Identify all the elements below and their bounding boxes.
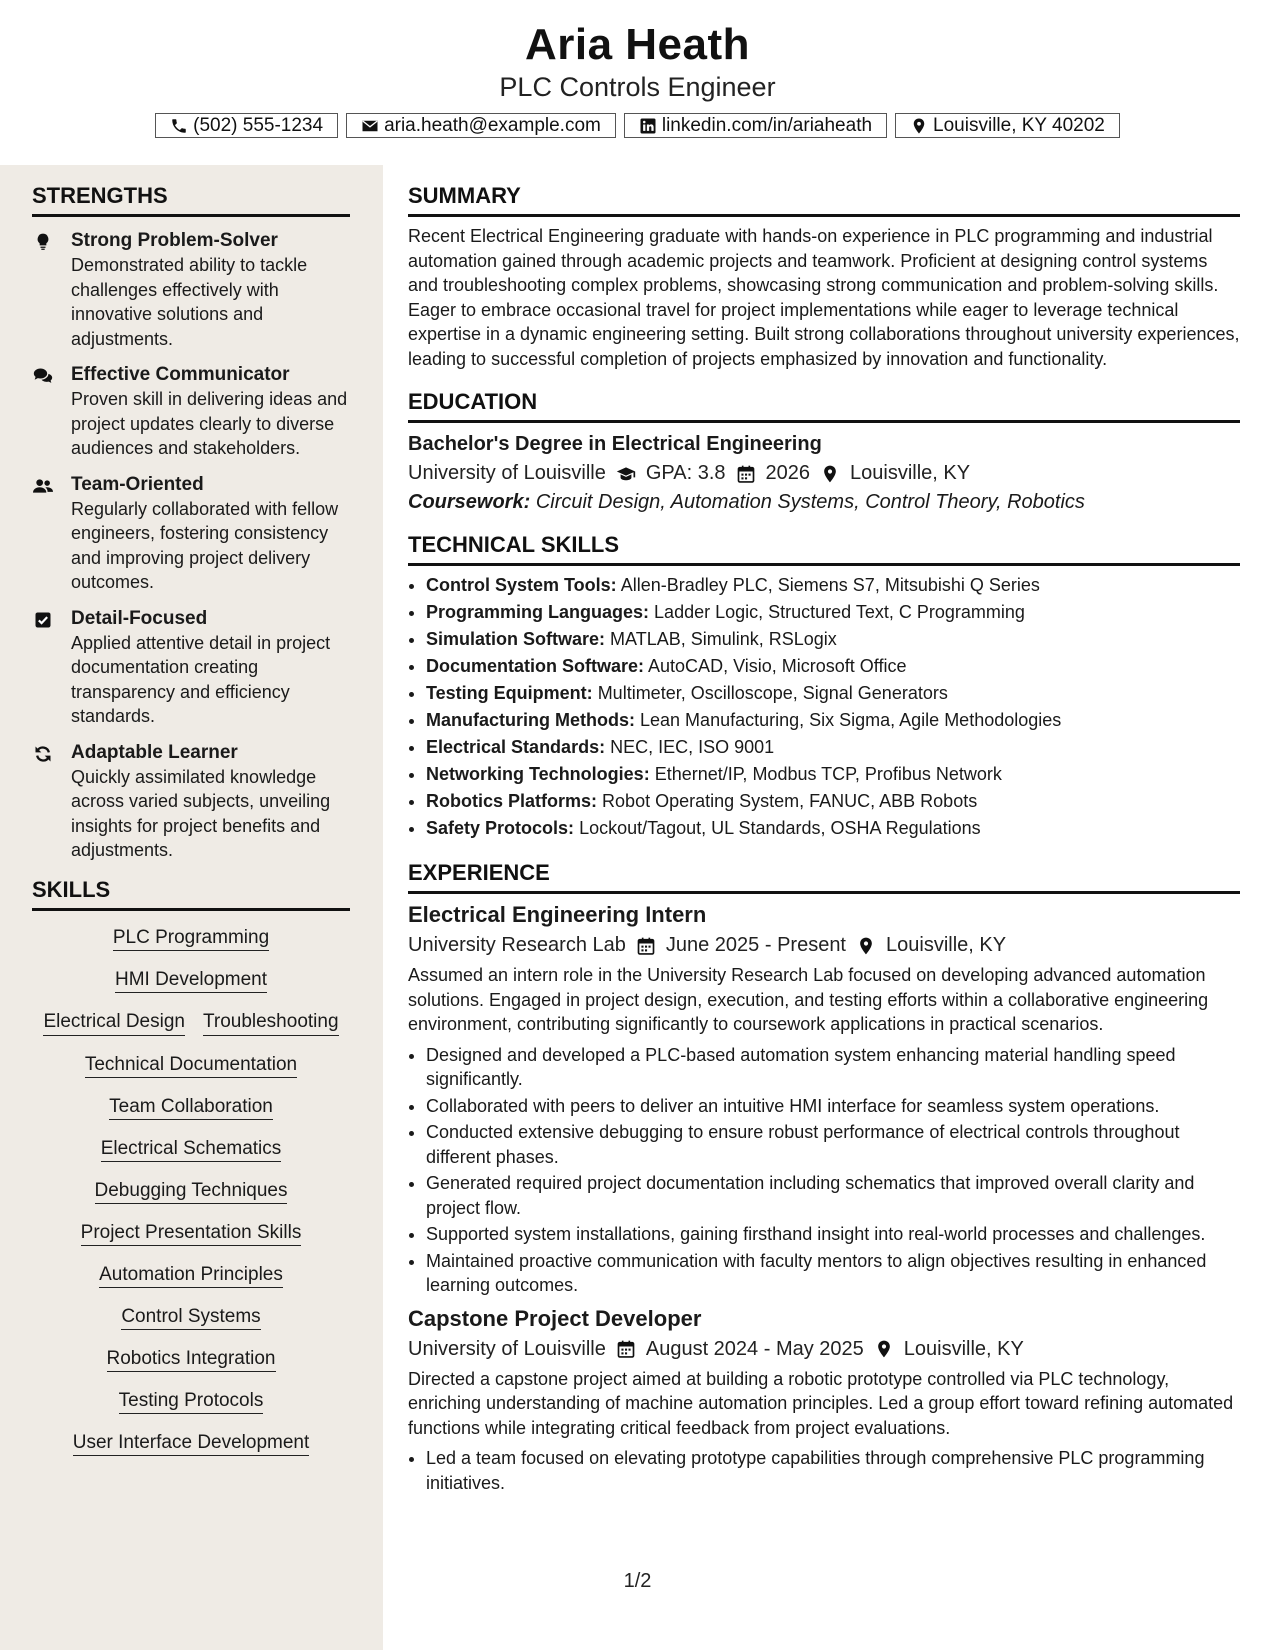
skill-tag: User Interface Development [73, 1432, 310, 1456]
contact-text: (502) 555-1234 [193, 114, 324, 136]
skill-row [32, 1424, 350, 1456]
job-dates: August 2024 - May 2025 [645, 1337, 864, 1360]
skill-value: Robot Operating System, FANUC, ABB Robots [602, 791, 978, 811]
phone-icon [170, 117, 188, 135]
list-item [426, 761, 1240, 788]
list-item [426, 680, 1240, 707]
map-pin-icon [856, 936, 876, 956]
skill-row [32, 919, 350, 951]
linkedin-icon [639, 117, 657, 135]
list-item [426, 653, 1240, 680]
skill-value: Multimeter, Oscilloscope, Signal Generators [597, 683, 948, 703]
job-description: Directed a capstone project aimed at building a robotic prototype controlled via PLC technology, enriching understanding of machine automation principles. Led a group effort toward refining automated functions while integrating critical feedback from project evaluations. [408, 1368, 1234, 1438]
strength-desc: Demonstrated ability to tackle challenges effectively with innovative solutions and adjustments. [71, 255, 308, 349]
experience-section [408, 860, 1240, 1495]
map-pin-icon [910, 117, 928, 135]
school-location: Louisville, KY [850, 462, 971, 484]
experience-heading: EXPERIENCE [408, 860, 1240, 894]
checkbox-icon [32, 610, 54, 630]
skill-tag: Automation Principles [99, 1264, 283, 1288]
strength-title: Adaptable Learner [71, 741, 238, 763]
summary-text: Recent Electrical Engineering graduate with hands-on experience in PLC programming and industrial automation gained through academic projects and teamwork. Proficient at designing control systems and troubleshooting complex problems, showcasing strong communication and problem-solving skills. Eager to embrace occasional travel for project implementations while eager to leverage technical expertise in a dynamic engineering setting. Built strong collaborations throughout university experiences, leading to successful completion of projects emphasized by innovation and functionality. [408, 226, 1240, 369]
technical-skills-section [408, 532, 1240, 842]
skills-heading: SKILLS [32, 877, 350, 911]
candidate-name: Aria Heath [524, 20, 751, 69]
list-item: • Conducted extensive debugging to ensure robust performance of electrical controls throughout different phases. [426, 1120, 1240, 1169]
skill-value: Lockout/Tagout, UL Standards, OSHA Regulations [579, 818, 981, 838]
skill-label: Simulation Software: [426, 629, 606, 649]
skill-label: Documentation Software: [426, 656, 645, 676]
list-item [426, 599, 1240, 626]
users-icon [32, 476, 54, 496]
contact-text: Louisville, KY 40202 [933, 114, 1105, 136]
grad-year: 2026 [765, 462, 811, 484]
strength-title: Team-Oriented [71, 473, 204, 495]
calendar-icon [616, 1339, 636, 1359]
list-item [426, 815, 1240, 842]
strength-title: Detail-Focused [71, 607, 208, 629]
contact-linkedin[interactable] [624, 113, 887, 138]
skill-row [32, 1088, 350, 1120]
skill-row [32, 961, 350, 993]
strength-item [32, 363, 350, 461]
education-heading: EDUCATION [408, 389, 1240, 423]
list-item [426, 734, 1240, 761]
list-item [426, 626, 1240, 653]
strength-title: Strong Problem-Solver [71, 230, 278, 251]
skill-value: AutoCAD, Visio, Microsoft Office [648, 656, 907, 676]
skill-tag: Technical Documentation [85, 1054, 297, 1078]
contact-text: aria.heath@example.com [384, 114, 601, 136]
list-item: • Designed and developed a PLC-based automation system enhancing material handling speed significantly. [426, 1043, 1240, 1092]
job-title: Capstone Project Developer [408, 1305, 702, 1331]
skill-row [32, 1382, 350, 1414]
skill-row [32, 1046, 350, 1078]
contact-bar [0, 113, 1275, 138]
skill-tag: HMI Development [115, 969, 267, 993]
job-location: Louisville, KY [886, 934, 1007, 956]
job-description: Assumed an intern role in the University Research Lab focused on developing advanced automation solutions. Engaged in project design, execution, and testing efforts within a collaborative engineering environment, contributing significantly to coursework applications in practical scenarios. [408, 965, 1209, 1034]
strengths-heading: STRENGTHS [32, 183, 350, 217]
skill-label: Control System Tools: [426, 575, 617, 595]
job-location: Louisville, KY [903, 1337, 1024, 1360]
job-bullets [408, 1446, 1240, 1495]
resume-header [0, 0, 1275, 165]
skill-value: MATLAB, Simulink, RSLogix [610, 629, 837, 649]
summary-heading: SUMMARY [408, 183, 1240, 217]
job-entry [408, 1306, 1240, 1496]
skill-label: Electrical Standards: [426, 737, 606, 757]
envelope-icon [361, 117, 379, 135]
job-title: Electrical Engineering Intern [408, 902, 707, 927]
job-org: University Research Lab [408, 934, 626, 956]
skill-label: Safety Protocols: [426, 818, 575, 838]
contact-email[interactable] [346, 113, 616, 138]
skill-tag: Debugging Techniques [95, 1180, 288, 1204]
strength-desc: Applied attentive detail in project documentation creating transparency and efficiency standards. [71, 632, 331, 726]
comments-icon [32, 366, 54, 386]
skill-value: Ladder Logic, Structured Text, C Programming [654, 602, 1025, 622]
job-meta [408, 1338, 1240, 1361]
refresh-icon [32, 744, 54, 764]
skill-tag: Robotics Integration [107, 1348, 276, 1372]
skill-label: Networking Technologies: [426, 764, 650, 784]
skill-row [32, 1298, 350, 1330]
skill-label: Manufacturing Methods: [426, 710, 635, 730]
list-item: • Supported system installations, gaining firsthand insight into real-world processes and challenges. [426, 1222, 1240, 1247]
job-role: PLC Controls Engineer [499, 72, 776, 102]
sidebar [0, 165, 383, 1650]
list-item: • Led a team focused on elevating prototype capabilities through comprehensive PLC programming initiatives. [426, 1446, 1240, 1495]
skill-row [32, 1214, 350, 1246]
strength-desc: Proven skill in delivering ideas and project updates clearly to diverse audiences and stakeholders. [71, 389, 348, 458]
coursework-label: Coursework: [408, 491, 531, 513]
skill-tag: Control Systems [121, 1306, 260, 1330]
summary-section [408, 183, 1240, 371]
skill-tag: Project Presentation Skills [81, 1222, 302, 1246]
skill-row [32, 1256, 350, 1288]
job-org: University of Louisville [408, 1337, 606, 1360]
skill-tag: Testing Protocols [119, 1390, 264, 1414]
strength-desc: Regularly collaborated with fellow engineers, fostering consistency and improving project delivery outcomes. [71, 498, 339, 592]
skill-label: Testing Equipment: [426, 683, 593, 703]
degree-title: Bachelor's Degree in Electrical Engineering [408, 433, 822, 455]
coursework [408, 491, 1240, 514]
list-item [426, 788, 1240, 815]
skill-value: Allen-Bradley PLC, Siemens S7, Mitsubishi Q Series [620, 575, 1040, 595]
strength-item [32, 473, 350, 595]
skill-row [32, 1172, 350, 1204]
technical-skills-heading: TECHNICAL SKILLS [408, 532, 1240, 566]
job-bullets [408, 1043, 1240, 1298]
job-dates: June 2025 - Present [665, 934, 846, 956]
skill-tag: PLC Programming [113, 927, 269, 951]
list-item: • Collaborated with peers to deliver an intuitive HMI interface for seamless system operations. [426, 1094, 1240, 1119]
strength-item [32, 741, 350, 863]
job-entry [408, 902, 1240, 1298]
contact-text: linkedin.com/in/ariaheath [661, 114, 873, 136]
strength-item [32, 229, 350, 351]
skill-value: Ethernet/IP, Modbus TCP, Profibus Network [654, 764, 1002, 784]
calendar-icon [636, 936, 656, 956]
contact-phone[interactable] [155, 113, 338, 138]
calendar-icon [736, 464, 756, 484]
strength-title: Effective Communicator [71, 364, 290, 385]
skill-row [32, 1130, 350, 1162]
contact-location[interactable] [895, 113, 1120, 138]
strength-desc: Quickly assimilated knowledge across varied subjects, unveiling insights for project benefits and adjustments. [71, 766, 331, 860]
list-item [426, 572, 1240, 599]
skill-row [32, 1340, 350, 1372]
skills-list [32, 919, 350, 1466]
job-meta [408, 934, 1240, 957]
skill-label: Robotics Platforms: [426, 791, 598, 811]
page-number: 1/2 [623, 1570, 652, 1592]
list-item: • Generated required project documentation including schematics that improved overall clarity and project flow. [426, 1171, 1240, 1220]
skill-tag: Electrical Schematics [101, 1138, 282, 1162]
map-pin-icon [874, 1339, 894, 1359]
skill-tag: Team Collaboration [109, 1096, 273, 1120]
coursework-list: Circuit Design, Automation Systems, Control Theory, Robotics [535, 491, 1085, 513]
skill-value: NEC, IEC, ISO 9001 [610, 737, 775, 757]
school-name: University of Louisville [408, 462, 606, 484]
list-item [426, 707, 1240, 734]
main-content [408, 165, 1240, 1497]
list-item: • Maintained proactive communication with faculty mentors to align objectives resulting in enhanced learning outcomes. [426, 1249, 1240, 1298]
education-meta [408, 462, 1240, 485]
lightbulb-icon [32, 232, 54, 252]
map-pin-icon [820, 464, 840, 484]
technical-skills-list [408, 572, 1240, 842]
graduation-cap-icon [616, 464, 636, 484]
strength-item [32, 607, 350, 729]
education-section [408, 389, 1240, 514]
gpa: GPA: 3.8 [645, 462, 726, 484]
skill-tag: Electrical Design [43, 1003, 185, 1036]
skill-label: Programming Languages: [426, 602, 650, 622]
skill-tag: Troubleshooting [203, 1003, 339, 1036]
skill-value: Lean Manufacturing, Six Sigma, Agile Methodologies [640, 710, 1062, 730]
